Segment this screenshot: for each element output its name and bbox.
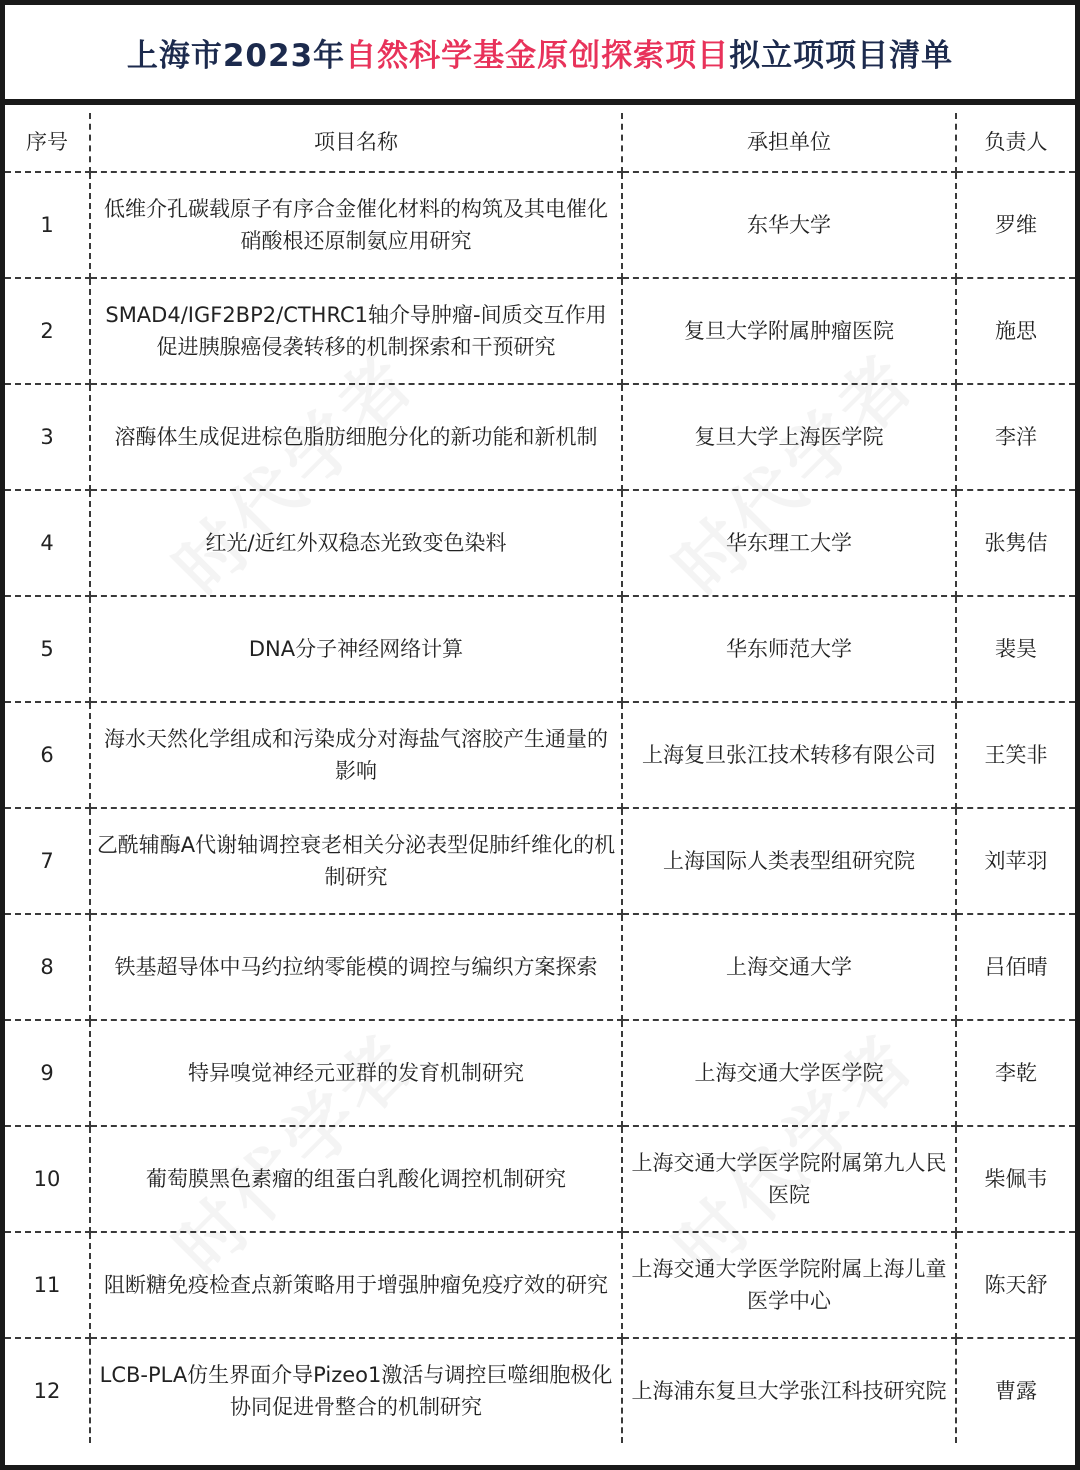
cell-project-name: 乙酰辅酶A代谢轴调控衰老相关分泌表型促肺纤维化的机制研究 (90, 808, 622, 914)
cell-institution: 东华大学 (622, 172, 956, 278)
cell-leader: 王笑非 (956, 702, 1075, 808)
table-row (5, 172, 1075, 278)
cell-leader: 曹露 (956, 1338, 1075, 1443)
cell-institution: 上海交通大学医学院附属第九人民医院 (622, 1126, 956, 1232)
page-title (5, 5, 1075, 105)
cell-leader: 罗维 (956, 172, 1075, 278)
cell-institution: 上海国际人类表型组研究院 (622, 808, 956, 914)
cell-project-name: 溶酶体生成促进棕色脂肪细胞分化的新功能和新机制 (90, 384, 622, 490)
cell-leader: 裴昊 (956, 596, 1075, 702)
cell-leader: 李乾 (956, 1020, 1075, 1126)
title-part-2-highlight: 自然科学基金原创探索项目 (345, 37, 730, 74)
cell-project-name: 红光/近红外双稳态光致变色染料 (90, 490, 622, 596)
table-row (5, 490, 1075, 596)
cell-project-name: LCB-PLA仿生界面介导Pizeo1激活与调控巨噬细胞极化协同促进骨整合的机制研究 (90, 1338, 622, 1443)
header-number: 序号 (5, 113, 90, 172)
cell-institution: 上海交通大学医学院附属上海儿童医学中心 (622, 1232, 956, 1338)
cell-number: 10 (5, 1126, 90, 1232)
title-part-1: 上海市2023年 (126, 37, 346, 74)
cell-number: 8 (5, 914, 90, 1020)
table-row (5, 596, 1075, 702)
cell-institution: 上海交通大学医学院 (622, 1020, 956, 1126)
cell-number: 1 (5, 172, 90, 278)
table-row (5, 1232, 1075, 1338)
table-row (5, 278, 1075, 384)
table-row (5, 1020, 1075, 1126)
table-row (5, 702, 1075, 808)
cell-institution: 上海浦东复旦大学张江科技研究院 (622, 1338, 956, 1443)
cell-project-name: 葡萄膜黑色素瘤的组蛋白乳酸化调控机制研究 (90, 1126, 622, 1232)
cell-leader: 张隽佶 (956, 490, 1075, 596)
table-row (5, 914, 1075, 1020)
project-table (5, 113, 1075, 1443)
cell-number: 2 (5, 278, 90, 384)
cell-institution: 华东师范大学 (622, 596, 956, 702)
cell-number: 6 (5, 702, 90, 808)
cell-leader: 刘苹羽 (956, 808, 1075, 914)
cell-number: 9 (5, 1020, 90, 1126)
cell-institution: 复旦大学上海医学院 (622, 384, 956, 490)
table-header-row (5, 113, 1075, 172)
cell-project-name: 低维介孔碳载原子有序合金催化材料的构筑及其电催化硝酸根还原制氨应用研究 (90, 172, 622, 278)
cell-number: 12 (5, 1338, 90, 1443)
header-project-name: 项目名称 (90, 113, 622, 172)
cell-institution: 华东理工大学 (622, 490, 956, 596)
cell-institution: 上海复旦张江技术转移有限公司 (622, 702, 956, 808)
table-row (5, 384, 1075, 490)
cell-project-name: 阻断糖免疫检查点新策略用于增强肿瘤免疫疗效的研究 (90, 1232, 622, 1338)
cell-number: 5 (5, 596, 90, 702)
cell-number: 7 (5, 808, 90, 914)
table-row (5, 1338, 1075, 1443)
cell-number: 11 (5, 1232, 90, 1338)
cell-leader: 施思 (956, 278, 1075, 384)
table-row (5, 808, 1075, 914)
cell-project-name: DNA分子神经网络计算 (90, 596, 622, 702)
title-part-3: 拟立项项目清单 (729, 37, 954, 74)
header-leader: 负责人 (956, 113, 1075, 172)
cell-leader: 李洋 (956, 384, 1075, 490)
cell-institution: 上海交通大学 (622, 914, 956, 1020)
table-row (5, 1126, 1075, 1232)
cell-leader: 陈天舒 (956, 1232, 1075, 1338)
cell-project-name: 铁基超导体中马约拉纳零能模的调控与编织方案探索 (90, 914, 622, 1020)
cell-institution: 复旦大学附属肿瘤医院 (622, 278, 956, 384)
cell-leader: 柴佩韦 (956, 1126, 1075, 1232)
cell-project-name: 海水天然化学组成和污染成分对海盐气溶胶产生通量的影响 (90, 702, 622, 808)
header-institution: 承担单位 (622, 113, 956, 172)
cell-project-name: 特异嗅觉神经元亚群的发育机制研究 (90, 1020, 622, 1126)
cell-leader: 吕佰晴 (956, 914, 1075, 1020)
cell-project-name: SMAD4/IGF2BP2/CTHRC1轴介导肿瘤-间质交互作用促进胰腺癌侵袭转移的机制探索和干预研究 (90, 278, 622, 384)
cell-number: 4 (5, 490, 90, 596)
cell-number: 3 (5, 384, 90, 490)
